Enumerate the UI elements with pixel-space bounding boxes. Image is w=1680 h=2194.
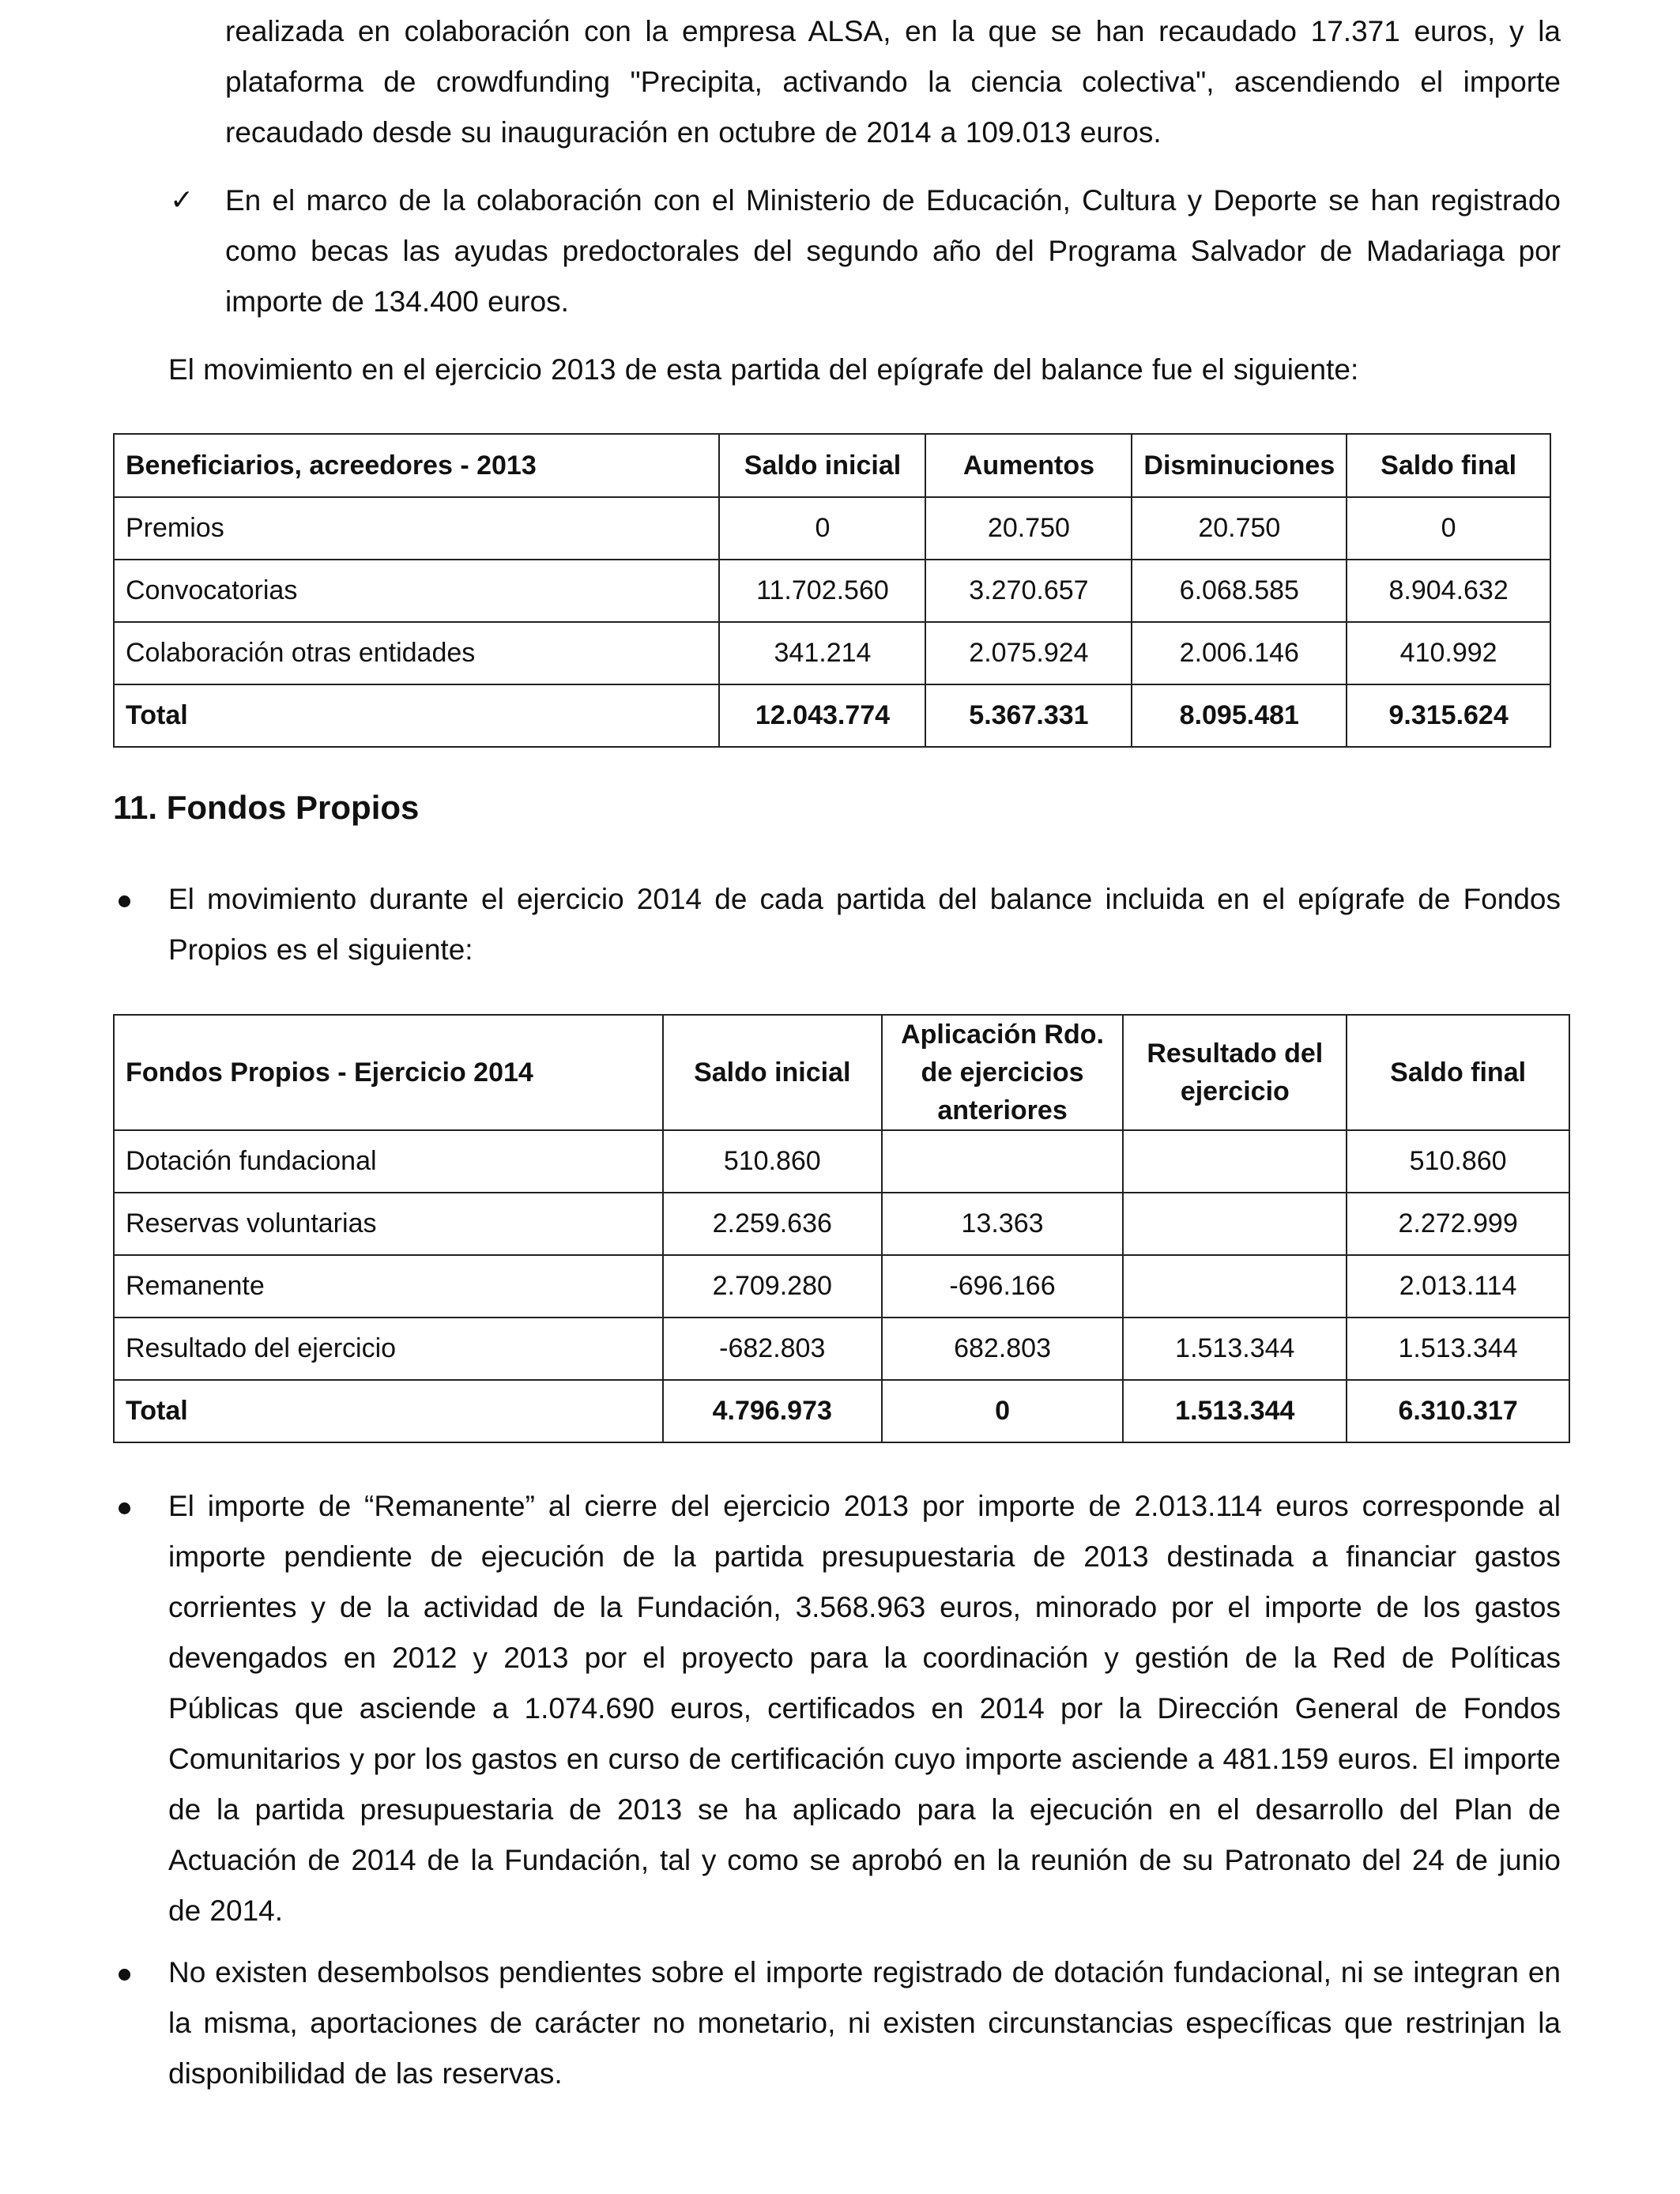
- total-cell: 1.513.344: [1123, 1380, 1347, 1442]
- table-cell: 2.006.146: [1132, 622, 1347, 684]
- table-cell: 1.513.344: [1123, 1318, 1347, 1380]
- table-cell: 510.860: [1347, 1130, 1569, 1193]
- total-cell: 0: [882, 1380, 1124, 1442]
- table-total-row: [114, 684, 1550, 747]
- total-cell: 6.310.317: [1347, 1380, 1569, 1442]
- bullet-icon: [119, 1947, 130, 1998]
- table-cell: 13.363: [882, 1193, 1124, 1255]
- section-title: 11. Fondos Propios: [113, 789, 420, 826]
- header-cell: Beneficiarios, acreedores - 2013: [114, 434, 719, 497]
- header-cell: Saldo final: [1347, 434, 1550, 497]
- table-row: [114, 1193, 1569, 1255]
- total-cell: 12.043.774: [719, 684, 925, 747]
- table-row: [114, 560, 1550, 622]
- table-fondos-propios-2014: [113, 1014, 1570, 1443]
- movement-2013-paragraph: El movimiento en el ejercicio 2013 de esta partida del epígrafe del balance fue el siguiente:: [168, 353, 1359, 386]
- table-cell: [1123, 1255, 1347, 1318]
- header-cell: Saldo inicial: [719, 434, 925, 497]
- table-cell: 2.259.636: [663, 1193, 882, 1255]
- table-header-row: [114, 1015, 1569, 1130]
- row-label: Remanente: [114, 1255, 663, 1318]
- table-row: [114, 1130, 1569, 1193]
- table-cell: 510.860: [663, 1130, 882, 1193]
- total-cell: 8.095.481: [1132, 684, 1347, 747]
- row-label: Convocatorias: [114, 560, 719, 622]
- total-cell: 5.367.331: [925, 684, 1132, 747]
- header-cell: Saldo final: [1347, 1015, 1569, 1130]
- table-beneficiarios-2013: [113, 433, 1551, 748]
- header-cell: Saldo inicial: [663, 1015, 882, 1130]
- table-cell: 341.214: [719, 622, 925, 684]
- total-label: Total: [114, 684, 719, 747]
- header-cell: Disminuciones: [1132, 434, 1347, 497]
- table-cell: 1.513.344: [1347, 1318, 1569, 1380]
- table-cell: -682.803: [663, 1318, 882, 1380]
- checkmark-icon: ✓: [170, 184, 194, 217]
- fondos-intro-paragraph: El movimiento durante el ejercicio 2014 de cada partida del balance incluida en el epígrafe de Fondos Propios es el siguiente:: [168, 883, 1561, 966]
- header-cell: Resultado del ejercicio: [1123, 1015, 1347, 1130]
- table-cell: 0: [719, 497, 925, 560]
- table-row: [114, 497, 1550, 560]
- header-cell: Fondos Propios - Ejercicio 2014: [114, 1015, 663, 1130]
- bullet-icon: [119, 1481, 130, 1532]
- table-cell: 0: [1347, 497, 1550, 560]
- table-cell: [1123, 1193, 1347, 1255]
- row-label: Dotación fundacional: [114, 1130, 663, 1193]
- row-label: Premios: [114, 497, 719, 560]
- table-cell: 682.803: [882, 1318, 1124, 1380]
- bullet-icon: [119, 874, 130, 925]
- table-cell: 2.709.280: [663, 1255, 882, 1318]
- table-cell: [882, 1130, 1124, 1193]
- table-cell: [1123, 1130, 1347, 1193]
- table-cell: 2.075.924: [925, 622, 1132, 684]
- check-item-paragraph: En el marco de la colaboración con el Ministerio de Educación, Cultura y Deporte se han registrado como becas las ayudas predoctorales del segundo año del Programa Salvador de Madariaga por importe de 134.400 euros.: [225, 184, 1561, 318]
- table-row: [114, 1318, 1569, 1380]
- table-total-row: [114, 1380, 1569, 1442]
- continued-paragraph: realizada en colaboración con la empresa ALSA, en la que se han recaudado 17.371 euros, y la plataforma de crowdfunding "Precipita, activando la ciencia colectiva", ascendiendo el importe recaudado desde su inauguración en octubre de 2014 a 109.013 euros.: [225, 15, 1561, 149]
- table-cell: 2.013.114: [1347, 1255, 1569, 1318]
- table-cell: 11.702.560: [719, 560, 925, 622]
- remanente-paragraph: El importe de “Remanente” al cierre del ejercicio 2013 por importe de 2.013.114 euros corresponde al importe pendiente de ejecución de la partida presupuestaria de 2013 destinada a financiar gastos corrientes y de la actividad de la Fundación, 3.568.963 euros, minorado por el importe de los gastos devengados en 2012 y 2013 por el proyecto para la coordinación y gestión de la Red de Políticas Públicas que asciende a 1.074.690 euros, certificados en 2014 por la Dirección General de Fondos Comunitarios y por los gastos en curso de certificación cuyo importe asciende a 481.159 euros. El importe de la partida presupuestaria de 2013 se ha aplicado para la ejecución en el desarrollo del Plan de Actuación de 2014 de la Fundación, tal y como se aprobó en la reunión de su Patronato del 24 de junio de 2014.: [168, 1490, 1561, 1927]
- row-label: Reservas voluntarias: [114, 1193, 663, 1255]
- row-label: Colaboración otras entidades: [114, 622, 719, 684]
- desembolsos-paragraph: No existen desembolsos pendientes sobre el importe registrado de dotación fundacional, ni se integran en la misma, aportaciones de carácter no monetario, ni existen circunstancias específicas que restrinjan la disponibilidad de las reservas.: [168, 1956, 1561, 2090]
- total-cell: 4.796.973: [663, 1380, 882, 1442]
- header-cell: Aumentos: [925, 434, 1132, 497]
- table-row: [114, 622, 1550, 684]
- table-cell: 2.272.999: [1347, 1193, 1569, 1255]
- table-cell: 3.270.657: [925, 560, 1132, 622]
- table-cell: 6.068.585: [1132, 560, 1347, 622]
- table-cell: 20.750: [1132, 497, 1347, 560]
- table-cell: -696.166: [882, 1255, 1124, 1318]
- total-label: Total: [114, 1380, 663, 1442]
- total-cell: 9.315.624: [1347, 684, 1550, 747]
- table-cell: 410.992: [1347, 622, 1550, 684]
- table-cell: 20.750: [925, 497, 1132, 560]
- header-cell: Aplicación Rdo. de ejercicios anteriores: [882, 1015, 1124, 1130]
- table-header-row: [114, 434, 1550, 497]
- row-label: Resultado del ejercicio: [114, 1318, 663, 1380]
- table-row: [114, 1255, 1569, 1318]
- table-cell: 8.904.632: [1347, 560, 1550, 622]
